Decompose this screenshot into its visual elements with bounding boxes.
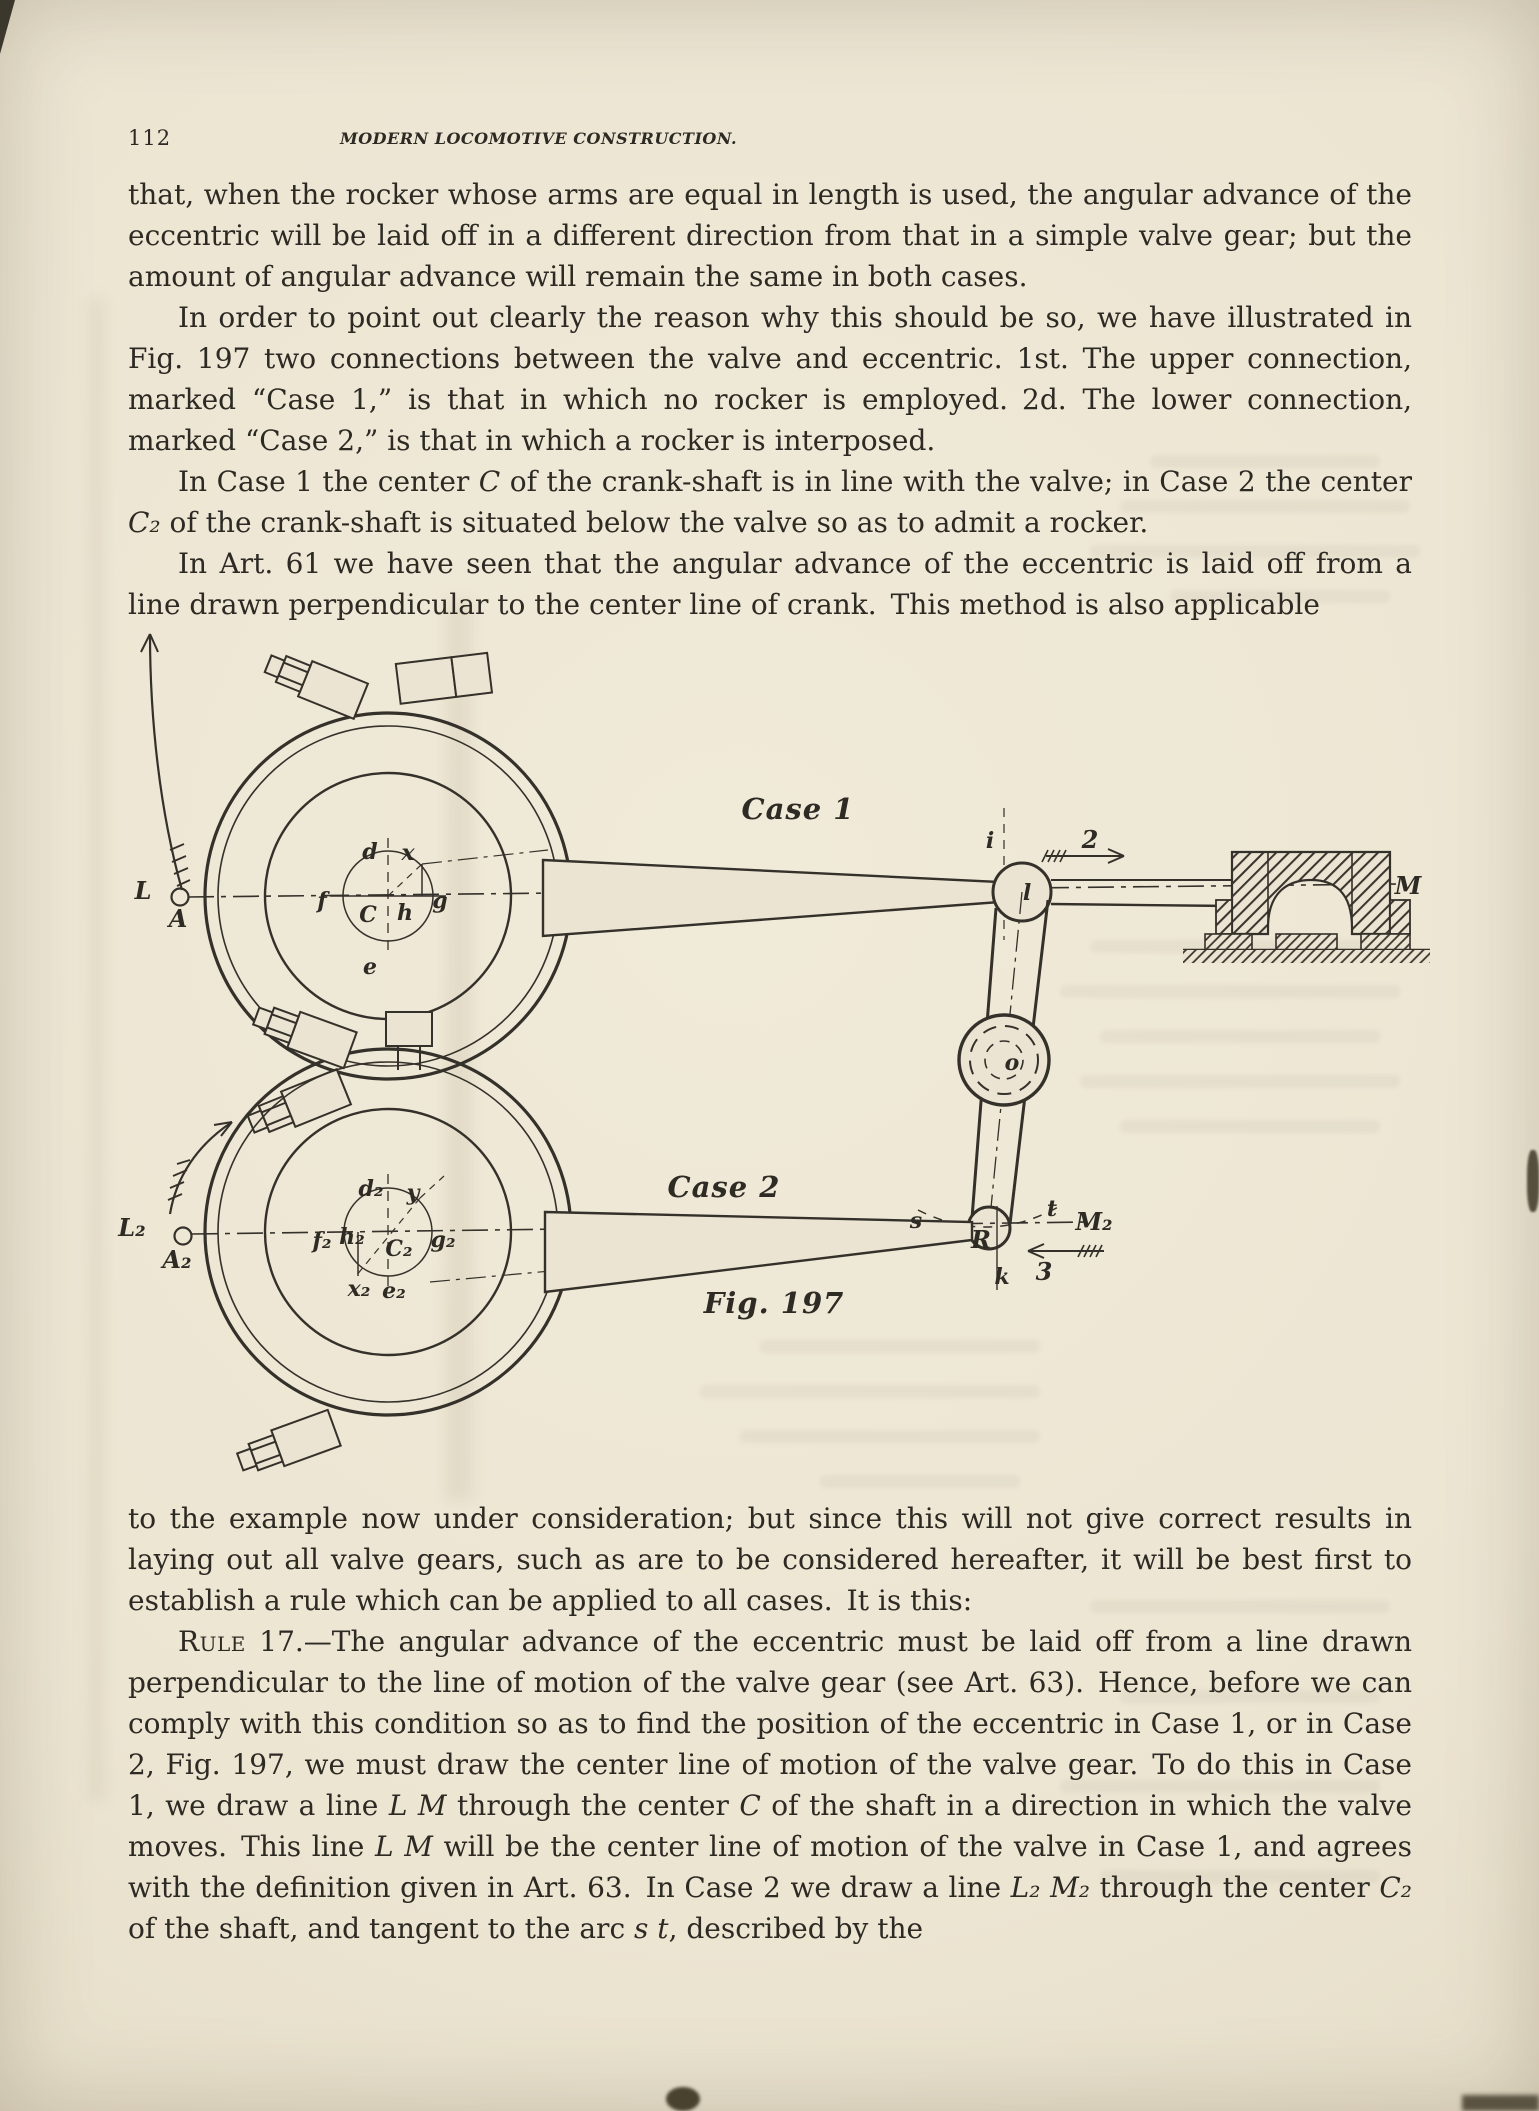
slide-valve-body bbox=[1232, 852, 1390, 934]
paragraph: In Art. 61 we have seen that the angular advance of the eccentric is laid off from a line drawn perpendicular to the center line of crank. This method is also applicable bbox=[128, 547, 1412, 621]
label-g: g bbox=[432, 888, 448, 914]
valve-flange-right bbox=[1390, 900, 1410, 934]
valve-seat-mid bbox=[1276, 934, 1337, 950]
label-t: t bbox=[1046, 1196, 1058, 1222]
label-i: i bbox=[985, 828, 995, 854]
label-y: y bbox=[406, 1180, 420, 1206]
case1-rotation-arrow bbox=[150, 634, 182, 890]
paragraph: that, when the rocker whose arms are equal in length is used, the angular advance of the eccentric will be laid off in a different direction from that in a simple valve gear; but the amount of angular advance will remain the same in both cases. bbox=[128, 178, 1412, 293]
label-x: x bbox=[401, 840, 415, 866]
label-e2: e₂ bbox=[382, 1278, 406, 1304]
case2-eccentric-rod bbox=[545, 1212, 972, 1292]
label-s: s bbox=[909, 1208, 923, 1234]
label-2: 2 bbox=[1081, 825, 1099, 854]
label-o: o bbox=[1004, 1050, 1020, 1076]
paragraph: Rule 17.—The angular advance of the eccentric must be laid off from a line drawn perpendicular to the line of motion of the valve gear (see Art. 63). Hence, before we can comply with this condition so as to find the position of the eccentric in Case 1, or in Case 2, Fig. 197, we must draw the center line of motion of the valve gear. To do this in Case 1, we draw a line L M through the center C of the shaft in a direction in which the valve moves. This line L M will be the center line of motion of the valve in Case 1, and agrees with the definition given in Art. 63. In Case 2 we draw a line L₂ M₂ through the center C₂ of the shaft, and tangent to the arc s t, described by the bbox=[128, 1625, 1413, 1945]
figure-197 bbox=[0, 600, 1539, 1540]
scan-bottom-artifact bbox=[666, 2087, 700, 2111]
top-text-block bbox=[128, 174, 1412, 625]
case1-strap-joint bbox=[396, 653, 492, 704]
case2-crank-extension bbox=[420, 1176, 444, 1198]
label-f2: f₂ bbox=[312, 1228, 332, 1254]
case2-rotation-arrow bbox=[170, 1122, 232, 1214]
case2-point-A2 bbox=[175, 1228, 192, 1245]
label-d2: d₂ bbox=[358, 1176, 384, 1202]
label-l: l bbox=[1022, 880, 1032, 906]
page-number: 112 bbox=[128, 126, 172, 150]
label-g2: g₂ bbox=[430, 1227, 456, 1253]
label-d: d bbox=[362, 839, 378, 865]
case1-top-bolt bbox=[261, 646, 368, 719]
label-L: L bbox=[134, 876, 152, 905]
paragraph: In Case 1 the center C of the crank-shaft is in line with the valve; in Case 2 the center C₂ of the crank-shaft is situated below the valve so as to admit a rocker. bbox=[128, 465, 1412, 539]
label-R: R bbox=[971, 1225, 991, 1254]
label-L2: L₂ bbox=[118, 1213, 146, 1242]
valve-seat-left bbox=[1205, 934, 1252, 950]
case1-bottom-bolt bbox=[244, 1069, 351, 1142]
figure-197-drawing bbox=[0, 600, 1539, 1540]
label-e: e bbox=[363, 954, 377, 980]
valve-flange-left bbox=[1216, 900, 1232, 934]
paragraph: to the example now under consideration; but since this will not give correct results in laying out all valve gears, such as are to be considered hereafter, it will be best first to establish a rule which can be applied to all cases. It is this: bbox=[128, 1502, 1412, 1617]
case2-bottom-bolt bbox=[234, 1410, 341, 1480]
bottom-text-block bbox=[128, 1498, 1412, 1949]
case1-eccentric-rod bbox=[543, 860, 1000, 936]
label-M: M bbox=[1394, 871, 1422, 900]
label-A2: A₂ bbox=[162, 1245, 192, 1274]
caption-case1: Case 1 bbox=[741, 792, 855, 826]
scan-corner-artifact bbox=[1462, 2095, 1539, 2111]
label-A: A bbox=[168, 904, 188, 933]
label-x2: x₂ bbox=[347, 1276, 371, 1302]
label-C: C bbox=[359, 902, 377, 928]
label-f: f bbox=[317, 888, 327, 914]
label-C2: C₂ bbox=[385, 1236, 413, 1262]
valve-stem-bottom bbox=[1051, 904, 1232, 906]
scan-edge-artifact bbox=[1527, 1150, 1539, 1212]
case1-point-A bbox=[172, 889, 189, 906]
running-title: MODERN LOCOMOTIVE CONSTRUCTION. bbox=[340, 129, 738, 148]
label-h2: h₂ bbox=[339, 1224, 365, 1250]
paragraph: In order to point out clearly the reason why this should be so, we have illustrated in Fig. 197 two connections between the valve and eccentric. 1st. The upper connection, marked “Case 1,” is that in which no rocker is employed. 2d. The lower connection, marked “Case 2,” is that in which a rocker is interposed. bbox=[128, 301, 1412, 457]
scan-corner-artifact bbox=[0, 0, 15, 54]
valve-seat-right bbox=[1361, 934, 1410, 950]
valve-ground-hatch bbox=[1183, 950, 1430, 963]
label-3: 3 bbox=[1035, 1257, 1053, 1286]
label-k: k bbox=[994, 1264, 1010, 1290]
label-M2: M₂ bbox=[1075, 1207, 1113, 1236]
caption-case2: Case 2 bbox=[667, 1170, 781, 1204]
caption-fig-197: Fig. 197 bbox=[703, 1286, 845, 1320]
case1-diagonal-guide bbox=[422, 850, 548, 864]
case1-crank-line-Cx bbox=[388, 864, 422, 896]
label-h: h bbox=[397, 900, 413, 926]
